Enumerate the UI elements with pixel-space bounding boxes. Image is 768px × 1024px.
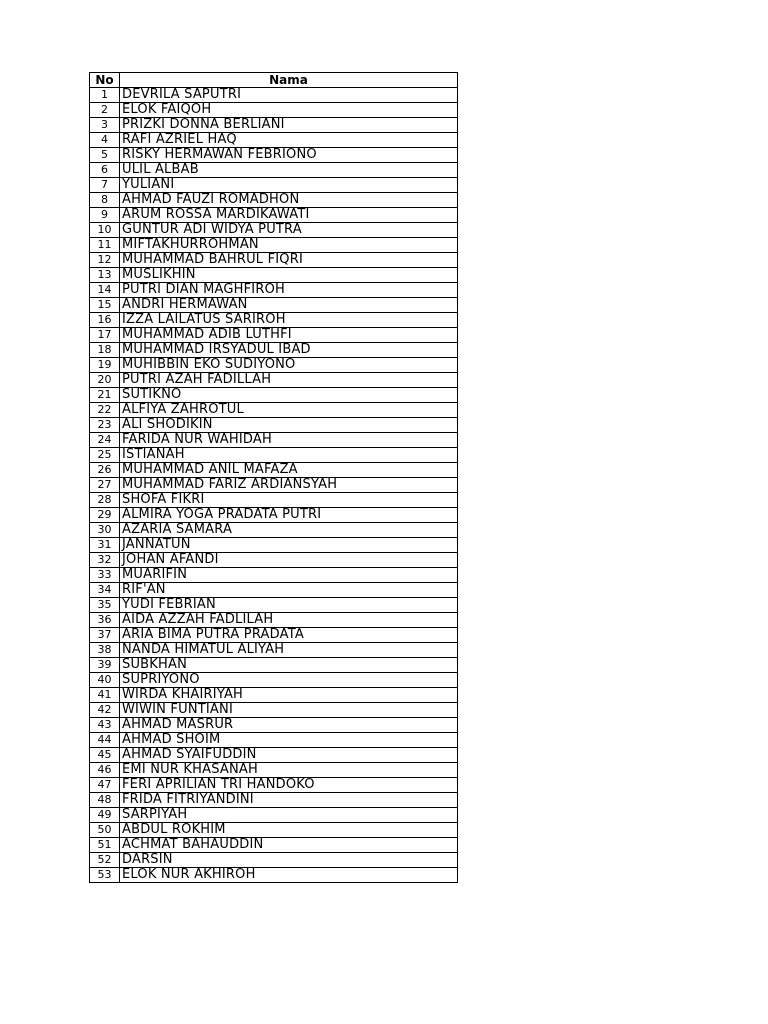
row-name: NANDA HIMATUL ALIYAH — [120, 643, 458, 658]
row-number: 34 — [90, 583, 120, 598]
row-number: 42 — [90, 703, 120, 718]
table-row — [90, 118, 458, 133]
table-row — [90, 88, 458, 103]
row-number: 27 — [90, 478, 120, 493]
row-number: 25 — [90, 448, 120, 463]
table-row — [90, 673, 458, 688]
row-name: FERI APRILIAN TRI HANDOKO — [120, 778, 458, 793]
row-name: MUHIBBIN EKO SUDIYONO — [120, 358, 458, 373]
row-number: 46 — [90, 763, 120, 778]
table-row — [90, 358, 458, 373]
row-name: ABDUL ROKHIM — [120, 823, 458, 838]
table-row — [90, 283, 458, 298]
row-number: 10 — [90, 223, 120, 238]
table-row — [90, 493, 458, 508]
table-row — [90, 268, 458, 283]
row-number: 49 — [90, 808, 120, 823]
row-name: AHMAD MASRUR — [120, 718, 458, 733]
row-number: 13 — [90, 268, 120, 283]
row-number: 6 — [90, 163, 120, 178]
row-name: ANDRI HERMAWAN — [120, 298, 458, 313]
row-name: ELOK NUR AKHIROH — [120, 868, 458, 883]
name-list-table — [89, 72, 458, 883]
row-number: 9 — [90, 208, 120, 223]
header-nama: Nama — [120, 73, 458, 88]
row-number: 19 — [90, 358, 120, 373]
row-number: 41 — [90, 688, 120, 703]
row-name: SUTIKNO — [120, 388, 458, 403]
row-name: AZARIA SAMARA — [120, 523, 458, 538]
row-number: 30 — [90, 523, 120, 538]
row-name: ALMIRA YOGA PRADATA PUTRI — [120, 508, 458, 523]
row-name: FRIDA FITRIYANDINI — [120, 793, 458, 808]
table-row — [90, 388, 458, 403]
table-row — [90, 583, 458, 598]
row-name: SUPRIYONO — [120, 673, 458, 688]
row-name: AHMAD SYAIFUDDIN — [120, 748, 458, 763]
table-row — [90, 508, 458, 523]
row-name: EMI NUR KHASANAH — [120, 763, 458, 778]
row-name: ARUM ROSSA MARDIKAWATI — [120, 208, 458, 223]
row-name: SHOFA FIKRI — [120, 493, 458, 508]
table-row — [90, 418, 458, 433]
header-no: No — [90, 73, 120, 88]
table-row — [90, 148, 458, 163]
table-row — [90, 253, 458, 268]
row-name: MUSLIKHIN — [120, 268, 458, 283]
row-number: 18 — [90, 343, 120, 358]
row-number: 43 — [90, 718, 120, 733]
row-name: AHMAD FAUZI ROMADHON — [120, 193, 458, 208]
table-row — [90, 868, 458, 883]
table-row — [90, 613, 458, 628]
table-row — [90, 838, 458, 853]
row-name: YUDI FEBRIAN — [120, 598, 458, 613]
row-number: 40 — [90, 673, 120, 688]
row-number: 36 — [90, 613, 120, 628]
table-row — [90, 163, 458, 178]
row-name: MUHAMMAD ANIL MAFAZA — [120, 463, 458, 478]
table-row — [90, 478, 458, 493]
table-row — [90, 688, 458, 703]
table-row — [90, 808, 458, 823]
row-name: ISTIANAH — [120, 448, 458, 463]
row-name: ACHMAT BAHAUDDIN — [120, 838, 458, 853]
row-name: DARSIN — [120, 853, 458, 868]
row-name: MUHAMMAD FARIZ ARDIANSYAH — [120, 478, 458, 493]
row-number: 29 — [90, 508, 120, 523]
row-name: SARPIYAH — [120, 808, 458, 823]
table-row — [90, 448, 458, 463]
row-number: 3 — [90, 118, 120, 133]
row-name: RIF'AN — [120, 583, 458, 598]
row-number: 26 — [90, 463, 120, 478]
row-name: ULIL ALBAB — [120, 163, 458, 178]
table-row — [90, 298, 458, 313]
table-row — [90, 133, 458, 148]
row-number: 47 — [90, 778, 120, 793]
row-number: 15 — [90, 298, 120, 313]
row-number: 33 — [90, 568, 120, 583]
row-name: MUHAMMAD BAHRUL FIQRI — [120, 253, 458, 268]
row-number: 24 — [90, 433, 120, 448]
table-row — [90, 403, 458, 418]
table-header — [90, 73, 458, 88]
row-name: YULIANI — [120, 178, 458, 193]
row-number: 11 — [90, 238, 120, 253]
table-row — [90, 373, 458, 388]
row-name: ALI SHODIKIN — [120, 418, 458, 433]
row-name: ALFIYA ZAHROTUL — [120, 403, 458, 418]
row-name: MUHAMMAD ADIB LUTHFI — [120, 328, 458, 343]
row-number: 1 — [90, 88, 120, 103]
row-number: 22 — [90, 403, 120, 418]
row-name: RISKY HERMAWAN FEBRIONO — [120, 148, 458, 163]
row-name: FARIDA NUR WAHIDAH — [120, 433, 458, 448]
table-row — [90, 313, 458, 328]
row-number: 35 — [90, 598, 120, 613]
row-name: AIDA AZZAH FADLILAH — [120, 613, 458, 628]
row-name: DEVRILA SAPUTRI — [120, 88, 458, 103]
row-number: 28 — [90, 493, 120, 508]
table-row — [90, 223, 458, 238]
row-number: 31 — [90, 538, 120, 553]
row-number: 14 — [90, 283, 120, 298]
row-number: 7 — [90, 178, 120, 193]
row-name: JANNATUN — [120, 538, 458, 553]
row-name: RAFI AZRIEL HAQ — [120, 133, 458, 148]
table-body — [90, 88, 458, 883]
table-row — [90, 718, 458, 733]
row-number: 17 — [90, 328, 120, 343]
table-row — [90, 193, 458, 208]
table-row — [90, 658, 458, 673]
table-row — [90, 778, 458, 793]
row-number: 32 — [90, 553, 120, 568]
table-row — [90, 463, 458, 478]
row-number: 51 — [90, 838, 120, 853]
table-row — [90, 238, 458, 253]
row-number: 50 — [90, 823, 120, 838]
row-number: 53 — [90, 868, 120, 883]
row-name: PUTRI AZAH FADILLAH — [120, 373, 458, 388]
row-number: 45 — [90, 748, 120, 763]
table-row — [90, 553, 458, 568]
table-row — [90, 598, 458, 613]
row-number: 39 — [90, 658, 120, 673]
table-row — [90, 343, 458, 358]
row-name: PUTRI DIAN MAGHFIROH — [120, 283, 458, 298]
row-number: 48 — [90, 793, 120, 808]
table-row — [90, 523, 458, 538]
table-row — [90, 208, 458, 223]
table-row — [90, 643, 458, 658]
row-name: WIRDA KHAIRIYAH — [120, 688, 458, 703]
row-number: 8 — [90, 193, 120, 208]
table-row — [90, 733, 458, 748]
row-name: MUHAMMAD IRSYADUL IBAD — [120, 343, 458, 358]
header-row — [90, 73, 458, 88]
row-name: SUBKHAN — [120, 658, 458, 673]
row-number: 20 — [90, 373, 120, 388]
row-number: 23 — [90, 418, 120, 433]
table-row — [90, 748, 458, 763]
table-row — [90, 178, 458, 193]
table-row — [90, 853, 458, 868]
row-number: 38 — [90, 643, 120, 658]
table-row — [90, 568, 458, 583]
row-number: 12 — [90, 253, 120, 268]
row-number: 44 — [90, 733, 120, 748]
table-row — [90, 103, 458, 118]
table-row — [90, 823, 458, 838]
row-number: 21 — [90, 388, 120, 403]
row-number: 2 — [90, 103, 120, 118]
row-name: ARIA BIMA PUTRA PRADATA — [120, 628, 458, 643]
table-row — [90, 703, 458, 718]
row-number: 52 — [90, 853, 120, 868]
table-row — [90, 763, 458, 778]
row-number: 4 — [90, 133, 120, 148]
row-name: JOHAN AFANDI — [120, 553, 458, 568]
row-name: MUARIFIN — [120, 568, 458, 583]
row-name: AHMAD SHOIM — [120, 733, 458, 748]
row-number: 5 — [90, 148, 120, 163]
table-row — [90, 433, 458, 448]
row-number: 16 — [90, 313, 120, 328]
table-row — [90, 628, 458, 643]
table-row — [90, 538, 458, 553]
row-name: ELOK FAIQOH — [120, 103, 458, 118]
row-name: GUNTUR ADI WIDYA PUTRA — [120, 223, 458, 238]
row-name: PRIZKI DONNA BERLIANI — [120, 118, 458, 133]
row-name: MIFTAKHURROHMAN — [120, 238, 458, 253]
row-number: 37 — [90, 628, 120, 643]
row-name: IZZA LAILATUS SARIROH — [120, 313, 458, 328]
table-row — [90, 793, 458, 808]
table-row — [90, 328, 458, 343]
row-name: WIWIN FUNTIANI — [120, 703, 458, 718]
